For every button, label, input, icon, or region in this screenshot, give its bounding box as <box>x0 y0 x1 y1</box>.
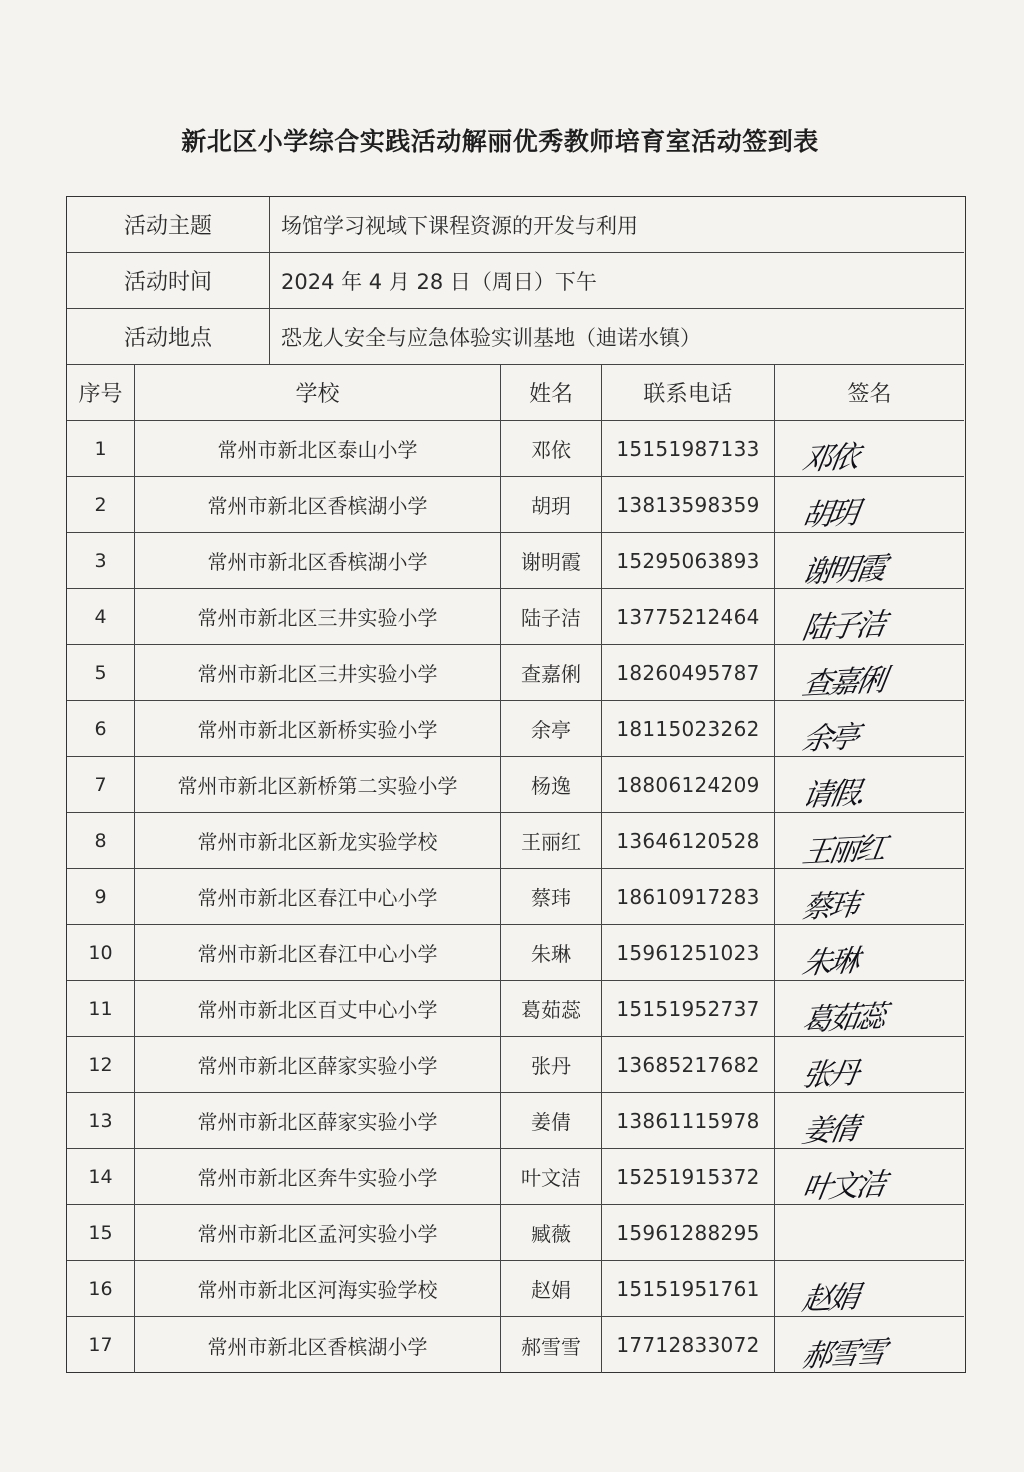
page-title: 新北区小学综合实践活动解丽优秀教师培育室活动签到表 <box>181 127 819 156</box>
table-row <box>67 1149 964 1205</box>
row-number: 15 <box>67 1205 135 1260</box>
handwritten-signature: 葛茹蕊 <box>799 998 887 1039</box>
handwritten-signature: 张丹 <box>799 1055 860 1094</box>
row-signature <box>775 1149 964 1207</box>
info-label: 活动时间 <box>67 253 270 308</box>
row-school: 常州市新北区奔牛实验小学 <box>135 1149 501 1204</box>
row-signature <box>775 757 964 812</box>
table-row <box>67 1261 964 1317</box>
row-phone: 18806124209 <box>602 757 775 812</box>
row-signature <box>775 925 964 980</box>
table-row <box>67 1205 964 1261</box>
row-name: 姜倩 <box>501 1093 602 1148</box>
table-row <box>67 925 964 981</box>
column-header-number: 序号 <box>67 365 135 420</box>
handwritten-signature: 朱琳 <box>799 943 860 982</box>
row-school: 常州市新北区薛家实验小学 <box>135 1037 501 1092</box>
row-phone: 13646120528 <box>602 813 775 868</box>
row-number: 4 <box>67 589 135 644</box>
handwritten-signature: 胡玥 <box>799 495 860 534</box>
table-row <box>67 1093 964 1149</box>
row-number: 3 <box>67 533 135 588</box>
row-phone: 15961251023 <box>602 925 775 980</box>
info-value: 场馆学习视域下课程资源的开发与利用 <box>281 213 638 238</box>
handwritten-signature: 余亭 <box>799 719 860 758</box>
row-school: 常州市新北区百丈中心小学 <box>135 981 501 1036</box>
info-value: 2024 年 4 月 28 日（周日）下午 <box>281 269 597 294</box>
row-number: 11 <box>67 981 135 1036</box>
row-school: 常州市新北区河海实验学校 <box>135 1261 501 1316</box>
handwritten-signature: 查嘉俐 <box>799 662 887 703</box>
row-school: 常州市新北区三井实验小学 <box>135 645 501 700</box>
handwritten-signature: 郝雪雪 <box>799 1335 887 1375</box>
info-row-time <box>67 253 964 309</box>
column-header-signature: 签名 <box>847 382 892 407</box>
row-phone: 13813598359 <box>602 477 775 532</box>
info-label: 活动主题 <box>67 197 270 252</box>
handwritten-signature: 请假. <box>799 775 866 814</box>
table-row <box>67 869 964 925</box>
info-row-location <box>67 309 964 365</box>
row-number: 12 <box>67 1037 135 1092</box>
table-row <box>67 1317 964 1373</box>
column-header-school: 学校 <box>135 365 501 420</box>
info-value: 恐龙人安全与应急体验实训基地（迪诺水镇） <box>281 325 701 350</box>
row-phone: 15295063893 <box>602 533 775 588</box>
row-name: 谢明霞 <box>501 533 602 588</box>
row-signature <box>775 421 964 476</box>
row-number: 7 <box>67 757 135 812</box>
column-header-name: 姓名 <box>501 365 602 420</box>
row-school: 常州市新北区香槟湖小学 <box>135 1317 501 1373</box>
row-number: 2 <box>67 477 135 532</box>
row-phone: 18115023262 <box>602 701 775 756</box>
row-signature <box>775 869 964 924</box>
row-name: 余亭 <box>501 701 602 756</box>
row-number: 17 <box>67 1317 135 1373</box>
handwritten-signature: 叶文洁 <box>799 1166 887 1207</box>
row-number: 8 <box>67 813 135 868</box>
row-signature <box>775 533 964 591</box>
row-number: 1 <box>67 421 135 476</box>
row-number: 10 <box>67 925 135 980</box>
row-school: 常州市新北区三井实验小学 <box>135 589 501 644</box>
row-number: 6 <box>67 701 135 756</box>
row-school: 常州市新北区孟河实验小学 <box>135 1205 501 1260</box>
row-name: 杨逸 <box>501 757 602 812</box>
table-row <box>67 701 964 757</box>
row-signature <box>775 981 964 1039</box>
row-phone: 15251915372 <box>602 1149 775 1204</box>
info-label: 活动地点 <box>67 309 270 364</box>
handwritten-signature: 王丽红 <box>799 830 887 871</box>
table-row <box>67 757 964 813</box>
row-school: 常州市新北区泰山小学 <box>135 421 501 476</box>
row-phone: 15151951761 <box>602 1261 775 1316</box>
row-signature <box>775 589 964 647</box>
row-phone: 18610917283 <box>602 869 775 924</box>
row-number: 14 <box>67 1149 135 1204</box>
table-row <box>67 421 964 477</box>
table-row <box>67 1037 964 1093</box>
handwritten-signature: 蔡玮 <box>799 887 860 926</box>
row-number: 9 <box>67 869 135 924</box>
handwritten-signature <box>775 1239 803 1240</box>
row-signature <box>775 477 964 532</box>
row-signature <box>775 701 964 756</box>
row-number: 13 <box>67 1093 135 1148</box>
row-name: 王丽红 <box>501 813 602 868</box>
table-header <box>67 365 964 421</box>
row-name: 葛茹蕊 <box>501 981 602 1036</box>
row-signature <box>775 813 964 871</box>
row-school: 常州市新北区春江中心小学 <box>135 869 501 924</box>
row-name: 郝雪雪 <box>501 1317 602 1373</box>
row-signature <box>775 1261 964 1316</box>
row-signature <box>775 1093 964 1148</box>
row-phone: 17712833072 <box>602 1317 775 1373</box>
handwritten-signature: 陆子洁 <box>799 606 887 647</box>
table-row <box>67 477 964 533</box>
row-phone: 13775212464 <box>602 589 775 644</box>
row-school: 常州市新北区春江中心小学 <box>135 925 501 980</box>
row-signature <box>775 645 964 703</box>
row-phone: 13861115978 <box>602 1093 775 1148</box>
row-name: 张丹 <box>501 1037 602 1092</box>
row-signature <box>775 1317 964 1373</box>
info-row-theme <box>67 197 964 253</box>
table-row <box>67 645 964 701</box>
row-school: 常州市新北区新龙实验学校 <box>135 813 501 868</box>
row-phone: 13685217682 <box>602 1037 775 1092</box>
row-school: 常州市新北区新桥第二实验小学 <box>135 757 501 812</box>
handwritten-signature: 谢明霞 <box>799 550 887 591</box>
handwritten-signature: 赵娟 <box>799 1279 860 1318</box>
row-signature <box>775 1037 964 1092</box>
table-row <box>67 813 964 869</box>
row-phone: 15151987133 <box>602 421 775 476</box>
row-number: 16 <box>67 1261 135 1316</box>
row-name: 查嘉俐 <box>501 645 602 700</box>
row-signature <box>775 1205 964 1260</box>
row-phone: 18260495787 <box>602 645 775 700</box>
row-number: 5 <box>67 645 135 700</box>
row-phone: 15151952737 <box>602 981 775 1036</box>
row-school: 常州市新北区香槟湖小学 <box>135 533 501 588</box>
row-name: 蔡玮 <box>501 869 602 924</box>
row-name: 胡玥 <box>501 477 602 532</box>
row-name: 朱琳 <box>501 925 602 980</box>
handwritten-signature: 姜倩 <box>799 1111 860 1150</box>
row-school: 常州市新北区薛家实验小学 <box>135 1093 501 1148</box>
sign-in-table <box>66 196 966 1373</box>
table-row <box>67 981 964 1037</box>
table-row <box>67 533 964 589</box>
row-phone: 15961288295 <box>602 1205 775 1260</box>
table-row <box>67 589 964 645</box>
column-header-phone: 联系电话 <box>602 365 775 420</box>
row-school: 常州市新北区香槟湖小学 <box>135 477 501 532</box>
handwritten-signature: 邓依 <box>799 439 860 478</box>
row-name: 邓依 <box>501 421 602 476</box>
row-name: 陆子洁 <box>501 589 602 644</box>
row-name: 臧薇 <box>501 1205 602 1260</box>
row-name: 叶文洁 <box>501 1149 602 1204</box>
row-name: 赵娟 <box>501 1261 602 1316</box>
row-school: 常州市新北区新桥实验小学 <box>135 701 501 756</box>
